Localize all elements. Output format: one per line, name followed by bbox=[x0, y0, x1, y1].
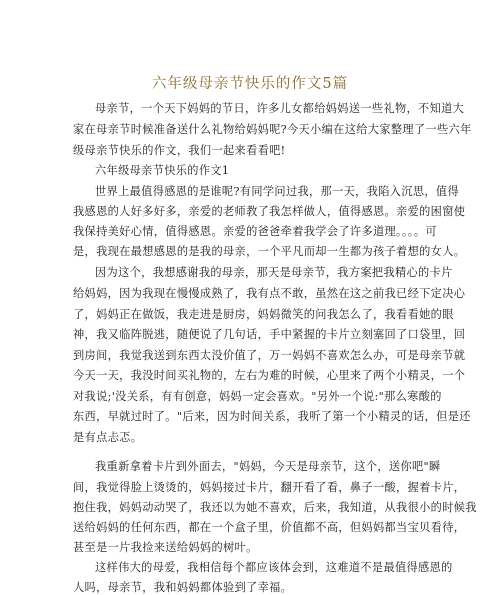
paragraph-line: 我保持美好心情，值得感恩。亲爱的爸爸牵着我学会了许多道理。。。。可 bbox=[73, 225, 437, 238]
paragraph-line: 了，妈妈正在做饭，我走进是厨房，妈妈微笑的问我怎么了，我看看她的眼 bbox=[73, 308, 454, 321]
paragraph-line: 对我说;'没关系，有有创意，妈妈一定会喜欢。"另外一个说:"那么寒酸的 bbox=[73, 390, 442, 403]
paragraph-line: 今天一天，我没时间买礼物的，左右为难的时候，心里来了两个小精灵，一个 bbox=[73, 369, 466, 382]
paragraph-line: 抱住我，妈妈动动哭了，我还以为她不喜欢，后来，我知道，从我很小的时候我 bbox=[73, 501, 477, 514]
paragraph-line: 送给妈妈的任何东西，都在一个盒子里，价值都不高，但妈妈都当宝贝看待， bbox=[73, 521, 466, 534]
paragraph-line: 东西，早就过时了。"后来，因为时间关系，我听了第一个小精灵的话，但是还 bbox=[73, 410, 471, 423]
paragraph-line: 给妈妈，因为我现在慢慢成熟了，我有点不敢，虽然在这之前我已经下定决心 bbox=[73, 287, 466, 300]
paragraph-line: 到房间，我觉我送到东西太没价值了，万一妈妈不喜欢怎么办，可是母亲节就 bbox=[73, 349, 466, 362]
paragraph-line: 因为这个，我想感谢我的母亲，那天是母亲节，我方案把我精心的卡片 bbox=[95, 266, 453, 279]
paragraph-line: 是有点忐忑。 bbox=[73, 431, 143, 444]
paragraph-line: 是，我现在最想感恩的是我的母亲，一个平凡而却一生都为孩子着想的女人。 bbox=[73, 245, 466, 258]
paragraph-line: 家在母亲节时候准备送什么礼物给妈妈呢?今天小编在这给大家整理了一些六年 bbox=[73, 123, 472, 136]
paragraph-line: 人吗，母亲节，我和妈妈都体验到了幸福。 bbox=[73, 581, 293, 594]
paragraph-line: 我感恩的人好多好多，亲爱的老师教了我怎样做人，值得感恩。亲爱的困窗使 bbox=[73, 205, 466, 218]
paragraph-line: 这样伟大的母爱，我相信每个都应该体会到，这难道不是最值得感恩的 bbox=[95, 561, 453, 574]
paragraph-line: 母亲节，一个天下妈妈的节日，许多儿女都给妈妈送一些礼物，不知道大 bbox=[95, 102, 465, 115]
paragraph-line: 级母亲节快乐的作文，我们一起来看看吧! bbox=[73, 144, 286, 157]
paragraph-line: 间，我觉得脸上烫烫的，妈妈接过卡片，翻开看了看，鼻子一酸，握着卡片， bbox=[73, 481, 466, 494]
paragraph-line: 神，我又临阵脱逃，随便说了几句话，手中紧握的卡片立刻塞回了口袋里，回 bbox=[73, 328, 466, 341]
paragraph-line: 甚至是一片我捡来送给妈妈的树叶。 bbox=[73, 541, 258, 554]
paragraph-line: 我重新拿着卡片到外面去，"妈妈，今天是母亲节，这个，送你吧"瞬 bbox=[95, 460, 441, 473]
paragraph-line: 世界上最值得感恩的是谁呢?有同学问过我，那一天，我陷入沉思，值得 bbox=[95, 185, 460, 198]
document-title: 六年级母亲节快乐的作文5篇 bbox=[151, 76, 349, 92]
section-heading: 六年级母亲节快乐的作文1 bbox=[95, 164, 230, 177]
